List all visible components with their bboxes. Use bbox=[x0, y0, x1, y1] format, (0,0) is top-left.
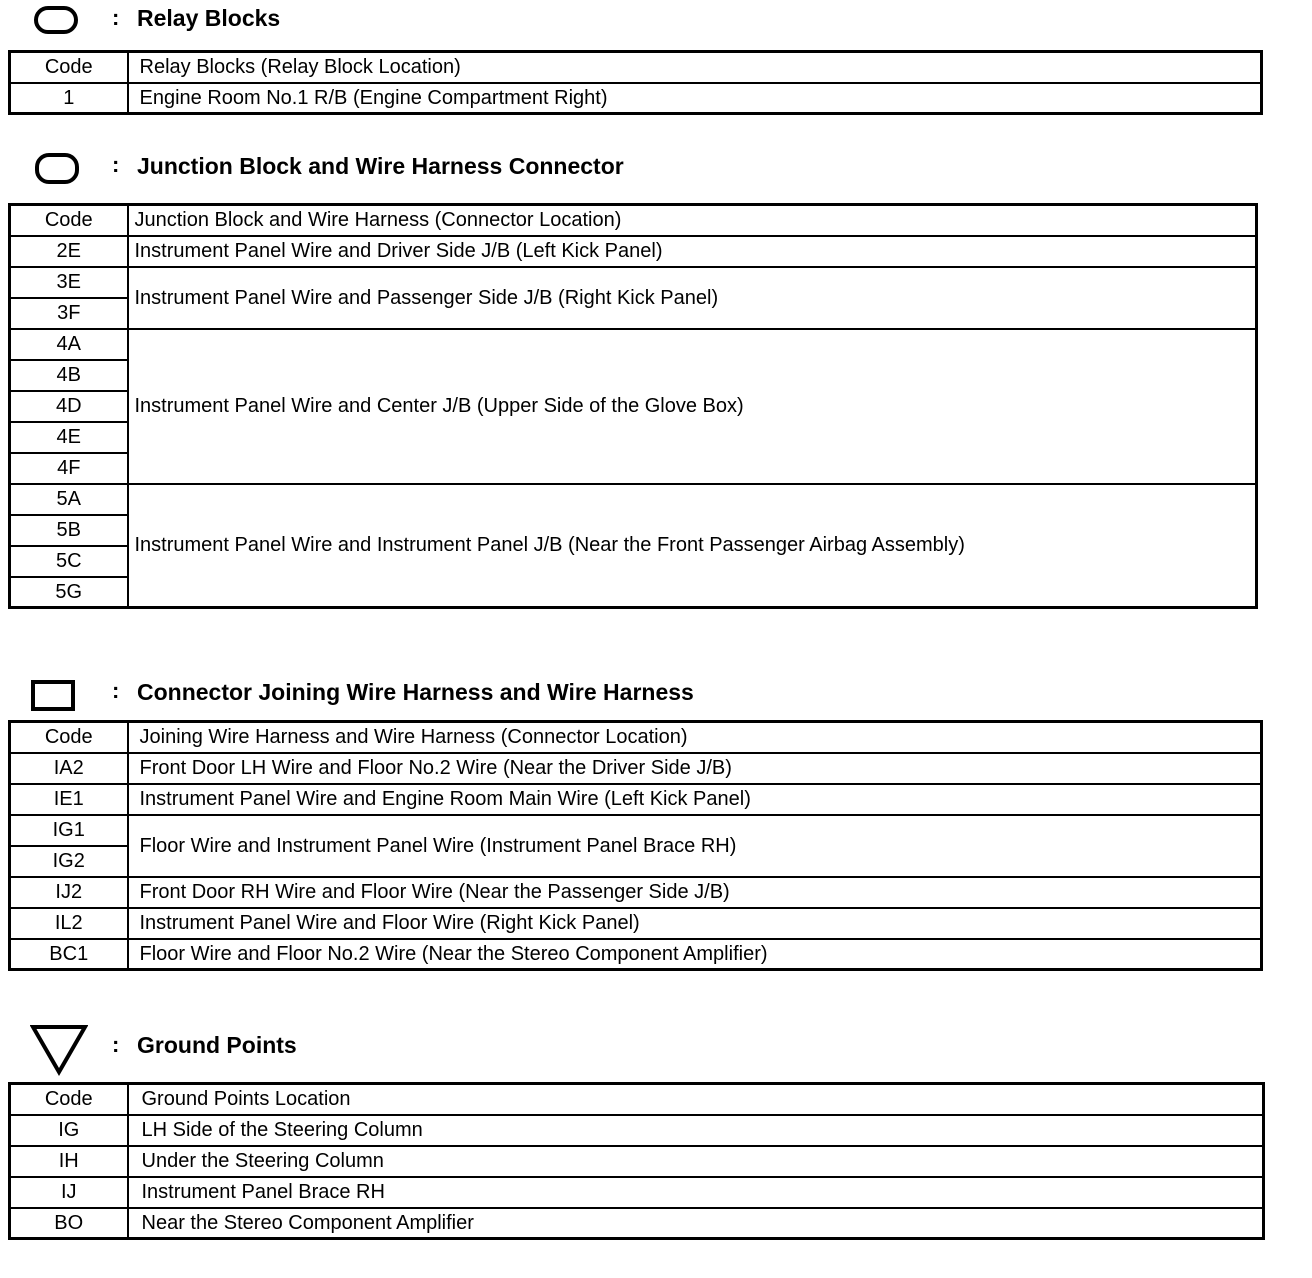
table-row bbox=[10, 267, 1257, 298]
code-cell: IA2 bbox=[10, 753, 128, 784]
code-cell: 4F bbox=[10, 453, 128, 484]
code-cell: BC1 bbox=[10, 939, 128, 970]
code-cell: 4E bbox=[10, 422, 128, 453]
code-cell: 5B bbox=[10, 515, 128, 546]
relay-blocks-heading bbox=[0, 0, 1000, 40]
table-row bbox=[10, 236, 1257, 267]
code-cell: IG1 bbox=[10, 815, 128, 846]
location-cell: Near the Stereo Component Amplifier bbox=[128, 1208, 1264, 1239]
location-header: Junction Block and Wire Harness (Connector Location) bbox=[128, 205, 1257, 236]
table-row bbox=[10, 1208, 1264, 1239]
section-title: Connector Joining Wire Harness and Wire Harness bbox=[137, 679, 694, 705]
location-cell: Engine Room No.1 R/B (Engine Compartment Right) bbox=[128, 83, 1262, 114]
code-cell: 4D bbox=[10, 391, 128, 422]
code-cell: 2E bbox=[10, 236, 128, 267]
connector-heading bbox=[0, 674, 1000, 714]
table-header-row bbox=[10, 205, 1257, 236]
table-header-row bbox=[10, 722, 1262, 753]
table-row bbox=[10, 753, 1262, 784]
section-title: Relay Blocks bbox=[137, 5, 281, 31]
junction-block-table bbox=[8, 203, 1258, 609]
code-cell: IG bbox=[10, 1115, 128, 1146]
code-header: Code bbox=[10, 205, 128, 236]
table-row bbox=[10, 484, 1257, 515]
location-header: Ground Points Location bbox=[128, 1084, 1264, 1115]
table-header-row bbox=[10, 1084, 1264, 1115]
table-row bbox=[10, 784, 1262, 815]
rounded-rectangle-icon bbox=[34, 6, 78, 34]
rectangle-icon bbox=[31, 680, 75, 711]
table-row bbox=[10, 83, 1262, 114]
ground-points-table bbox=[8, 1082, 1265, 1240]
location-cell: Floor Wire and Instrument Panel Wire (Instrument Panel Brace RH) bbox=[128, 815, 1262, 877]
code-cell: IG2 bbox=[10, 846, 128, 877]
table-row bbox=[10, 908, 1262, 939]
relay-blocks-table bbox=[8, 50, 1263, 115]
code-cell: 5G bbox=[10, 577, 128, 608]
code-header: Code bbox=[10, 722, 128, 753]
ground-points-heading bbox=[0, 1022, 1000, 1078]
table-row bbox=[10, 329, 1257, 360]
code-cell: BO bbox=[10, 1208, 128, 1239]
location-cell: Instrument Panel Wire and Instrument Panel J/B (Near the Front Passenger Airbag Assembly) bbox=[128, 484, 1257, 608]
location-cell: Floor Wire and Floor No.2 Wire (Near the Stereo Component Amplifier) bbox=[128, 939, 1262, 970]
junction-block-heading bbox=[0, 148, 1000, 188]
location-cell: Instrument Panel Brace RH bbox=[128, 1177, 1264, 1208]
code-cell: 5C bbox=[10, 546, 128, 577]
location-cell: Instrument Panel Wire and Center J/B (Upper Side of the Glove Box) bbox=[128, 329, 1257, 484]
table-row bbox=[10, 1177, 1264, 1208]
code-cell: 3E bbox=[10, 267, 128, 298]
location-cell: LH Side of the Steering Column bbox=[128, 1115, 1264, 1146]
code-cell: IJ bbox=[10, 1177, 128, 1208]
code-cell: IE1 bbox=[10, 784, 128, 815]
rounded-rectangle-icon bbox=[35, 153, 79, 184]
table-row bbox=[10, 1146, 1264, 1177]
code-header: Code bbox=[10, 1084, 128, 1115]
section-title: Ground Points bbox=[137, 1032, 297, 1058]
table-row bbox=[10, 877, 1262, 908]
code-cell: IL2 bbox=[10, 908, 128, 939]
location-cell: Instrument Panel Wire and Passenger Side J/B (Right Kick Panel) bbox=[128, 267, 1257, 329]
colon: : bbox=[112, 5, 120, 30]
section-title: Junction Block and Wire Harness Connector bbox=[137, 153, 624, 179]
colon: : bbox=[112, 1032, 120, 1057]
location-header: Joining Wire Harness and Wire Harness (Connector Location) bbox=[128, 722, 1262, 753]
code-cell: 4A bbox=[10, 329, 128, 360]
location-cell: Instrument Panel Wire and Floor Wire (Right Kick Panel) bbox=[128, 908, 1262, 939]
code-cell: 4B bbox=[10, 360, 128, 391]
code-cell: IH bbox=[10, 1146, 128, 1177]
table-row bbox=[10, 939, 1262, 970]
code-cell: 1 bbox=[10, 83, 128, 114]
location-cell: Front Door LH Wire and Floor No.2 Wire (Near the Driver Side J/B) bbox=[128, 753, 1262, 784]
table-header-row bbox=[10, 52, 1262, 83]
code-cell: 3F bbox=[10, 298, 128, 329]
location-cell: Instrument Panel Wire and Engine Room Main Wire (Left Kick Panel) bbox=[128, 784, 1262, 815]
location-cell: Instrument Panel Wire and Driver Side J/B (Left Kick Panel) bbox=[128, 236, 1257, 267]
connector-table bbox=[8, 720, 1263, 971]
table-row bbox=[10, 1115, 1264, 1146]
location-cell: Front Door RH Wire and Floor Wire (Near the Passenger Side J/B) bbox=[128, 877, 1262, 908]
code-cell: 5A bbox=[10, 484, 128, 515]
table-row bbox=[10, 815, 1262, 846]
location-cell: Under the Steering Column bbox=[128, 1146, 1264, 1177]
location-header: Relay Blocks (Relay Block Location) bbox=[128, 52, 1262, 83]
code-cell: IJ2 bbox=[10, 877, 128, 908]
colon: : bbox=[112, 678, 120, 703]
ground-triangle-icon bbox=[30, 1024, 88, 1076]
code-header: Code bbox=[10, 52, 128, 83]
colon: : bbox=[112, 152, 120, 177]
